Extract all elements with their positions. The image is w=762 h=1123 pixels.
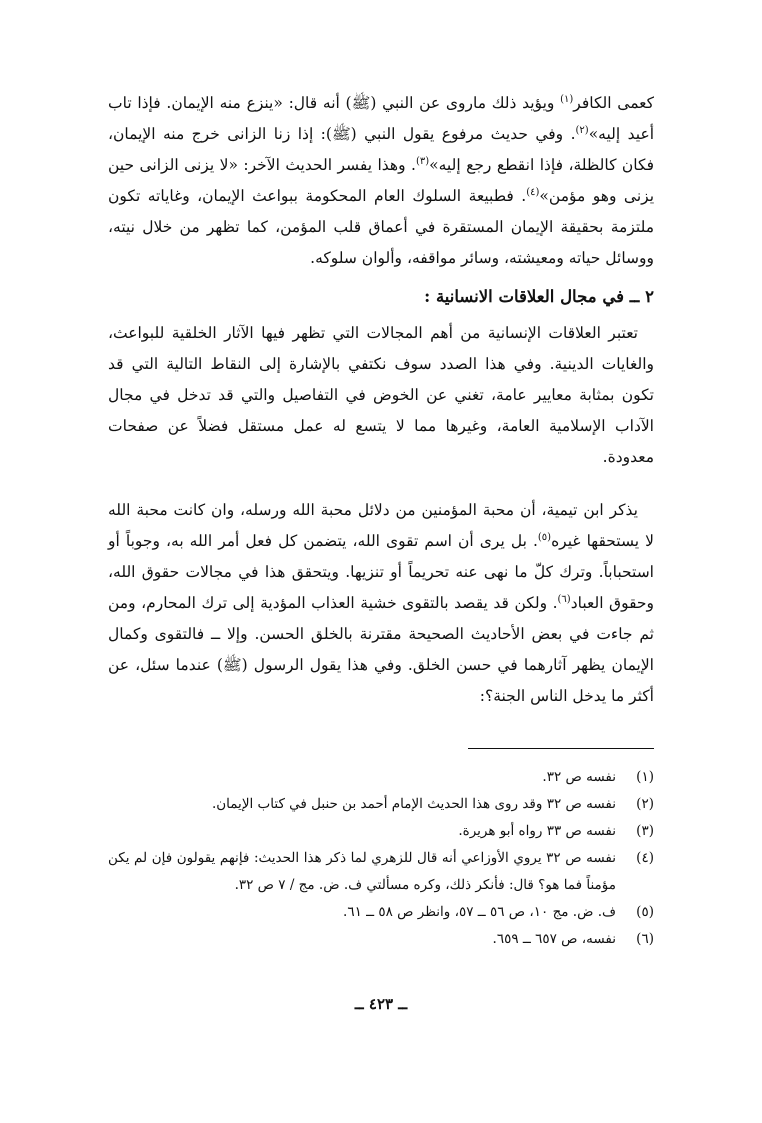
main-text	[108, 88, 654, 712]
footnotes-list	[108, 764, 654, 953]
footnote	[108, 764, 654, 791]
footnote	[108, 845, 654, 899]
footnote-number: (١)	[636, 769, 654, 785]
footnote-ref: (٢)	[575, 124, 589, 136]
text-run: ويؤيد ذلك ماروى عن النبي (ﷺ) أنه قال: «ينزع منه الإيمان. فإذا تاب أعيد إليه»	[108, 94, 654, 143]
footnote-number: (٣)	[636, 823, 654, 839]
paragraph	[108, 88, 654, 274]
section-heading: ٢ ــ في مجال العلاقات الانسانية :	[424, 287, 654, 306]
text-run: . ولكن قد يقصد بالتقوى خشية العذاب المؤدية إلى ترك المحارم، ومن ثم جاءت في بعض الأحاديث الصحيحة مقترنة بالخلق الحسن. وإلا ــ فالتقوى وكمال الإيمان يظهر آثارهما في حسن الخلق. وفي هذا يقول الرسول (ﷺ) عندما سئل، عن أكثر ما يدخل الناس الجنة؟:	[108, 594, 654, 705]
footnote-ref: (٦)	[557, 593, 571, 605]
footnote-text: ف. ض. مج ١٠، ص ٥٦ ــ ٥٧، وانظر ص ٥٨ ــ ٦١.	[343, 904, 616, 920]
paragraph	[108, 318, 654, 473]
footnote-text: نفسه ص ٣٣ رواه أبو هريرة.	[458, 823, 616, 839]
footnote-ref: (٥)	[537, 531, 552, 543]
text-run: . بل يرى أن اسم تقوى الله، يتضمن كل فعل أمر الله به، وجوباً أو استحباباً. وترك كلّ ما نهى عنه تحريماً أو تنزيها. ويتحقق هذا في مجالات حقوق الله، وحقوق العباد	[108, 532, 654, 612]
footnote-number: (٥)	[636, 904, 654, 920]
footnote	[108, 791, 654, 818]
footnote-divider	[468, 748, 654, 749]
footnote-ref: (١)	[560, 93, 574, 105]
footnote-text: نفسه ص ٣٢ يروي الأوزاعي أنه قال للزهري لما ذكر هذا الحديث: فإنهم يقولون فإن لم يكن مؤمناً فما هو؟ قال: فأنكر ذلك، وكره مسألتي ف. ض. مج / ٧ ص ٣٢.	[108, 850, 616, 893]
text-run: تعتبر العلاقات الإنسانية من أهم المجالات التي تظهر فيها الآثار الخلقية للبواعث، والغايات الدينية. وفي هذا الصدد سوف نكتفي بالإشارة إلى النقاط التالية التي قد تكون بمثابة معايير عامة، تغني عن الخوض في التفاصيل والتي قد تدخل في مجال الآداب الإسلامية العامة، وغيرها مما لا يتسع له عمل مستقل فضلاً عن صفحات معدودة.	[108, 324, 654, 466]
paragraph	[108, 495, 654, 712]
text-run: يذكر ابن تيمية، أن محبة المؤمنين من دلائل محبة الله ورسله، وان كانت محبة الله لا يستحقها غيره	[108, 501, 654, 550]
footnote-number: (٦)	[636, 931, 654, 947]
footnote-text: نفسه ص ٣٢.	[542, 769, 616, 785]
text-run: . فطبيعة السلوك العام المحكومة ببواعث الإيمان، وغاياته تكون ملتزمة بحقيقة الإيمان المستقرة في أعماق قلب المؤمن، كما تظهر من خلال نيته، ووسائل حياته ومعيشته، وسائر مواقفه، وألوان سلوكه.	[108, 187, 654, 267]
footnote-number: (٤)	[636, 850, 654, 866]
footnote	[108, 899, 654, 926]
page-number: ــ ٤٢٣ ــ	[354, 995, 408, 1013]
footnote-ref: (٣)	[415, 155, 430, 167]
footnote-text: نفسه ص ٣٢ وقد روى هذا الحديث الإمام أحمد بن حنبل في كتاب الإيمان.	[211, 796, 616, 812]
footnote	[108, 926, 654, 953]
footnote	[108, 818, 654, 845]
text-run: . وهذا يفسر الحديث الآخر: «لا يزنى الزانى حين يزنى وهو مؤمن»	[108, 156, 655, 205]
text-run: كعمى الكافر	[573, 94, 655, 112]
text-run: . وفي حديث مرفوع يقول النبي (ﷺ): إذا زنا الزانى خرج منه الإيمان، فكان كالظلة، فإذا انقطع رجع إليه»	[108, 125, 654, 174]
footnote-ref: (٤)	[526, 186, 540, 198]
footnote-number: (٢)	[636, 796, 654, 812]
paragraph-gap	[108, 473, 654, 495]
footnote-text: نفسه، ص ٦٥٧ ــ ٦٥٩.	[492, 931, 616, 947]
